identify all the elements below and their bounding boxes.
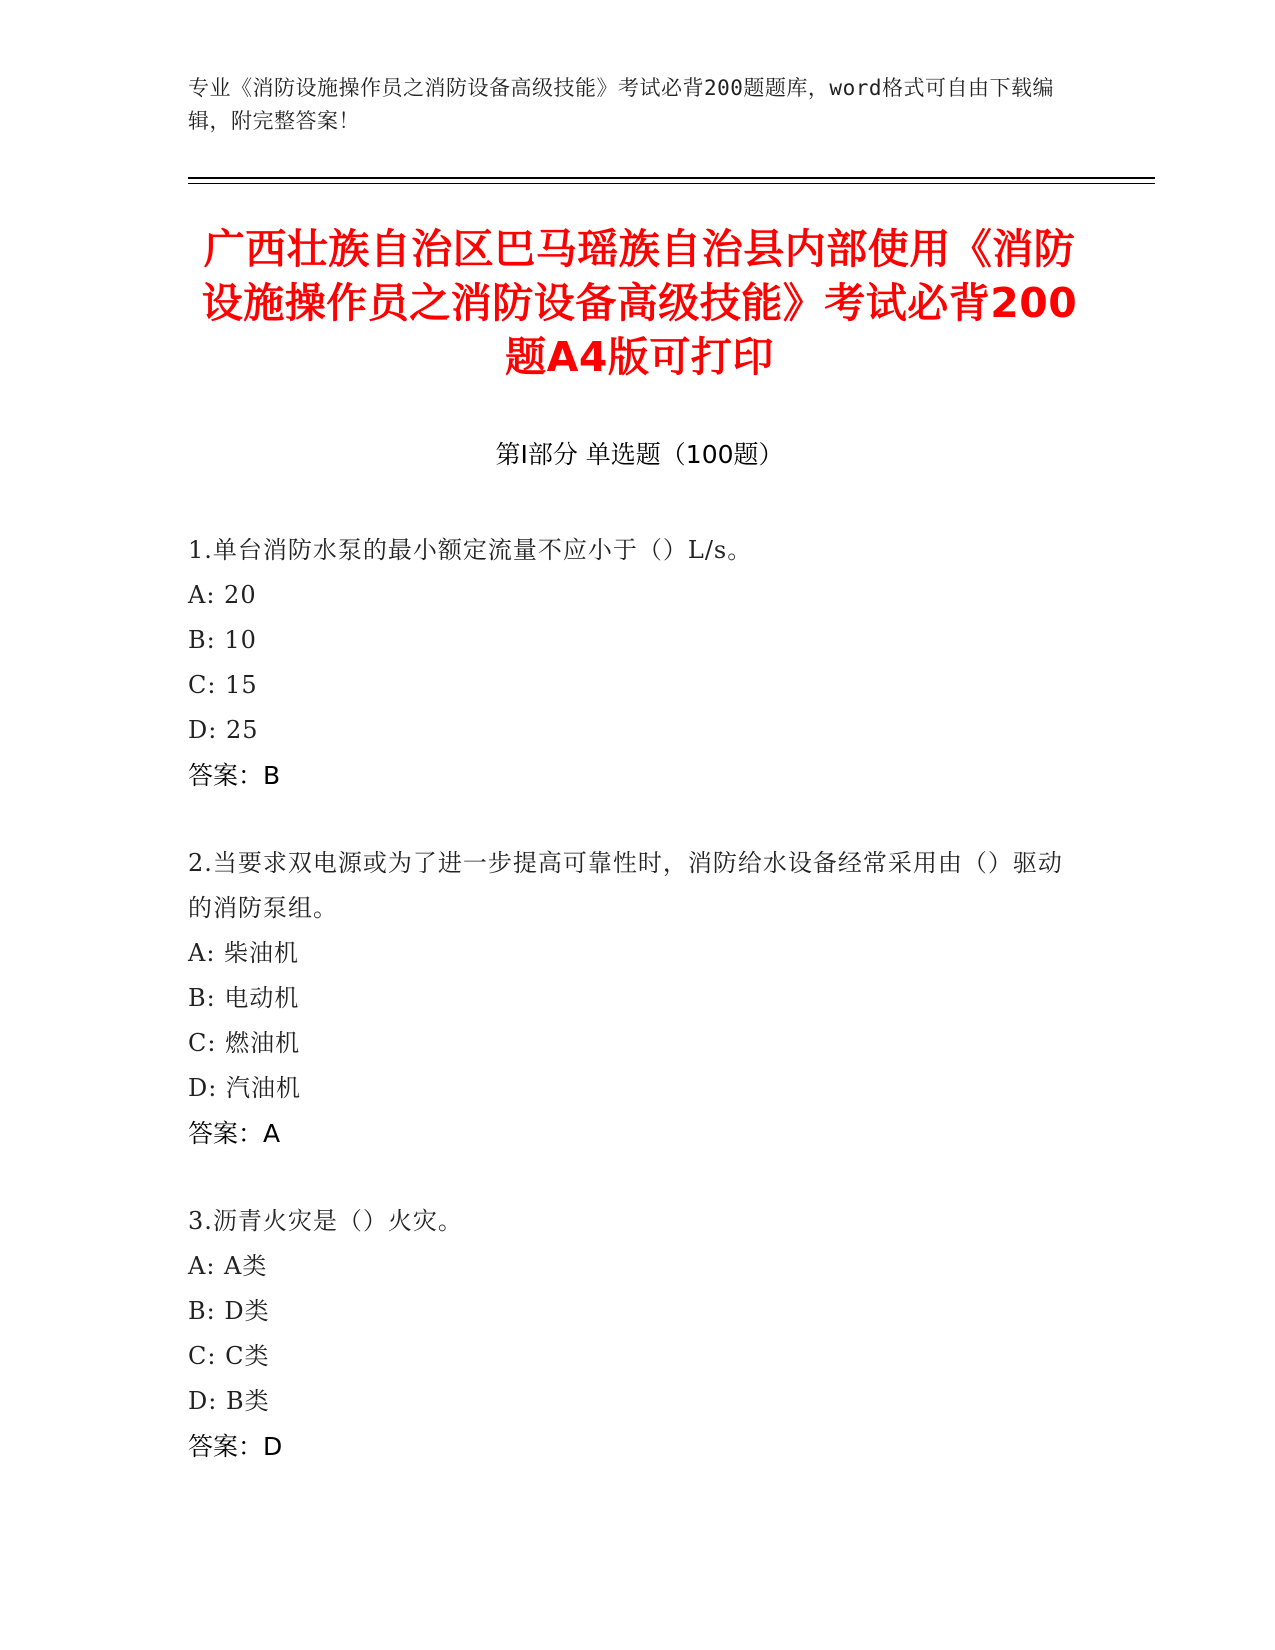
option-a: A: 20 <box>188 581 257 609</box>
option-c: C: 燃油机 <box>188 1029 301 1057</box>
question-2 <box>188 841 1068 1156</box>
question-stem: 3.沥青火灾是（）火灾。 <box>188 1207 463 1235</box>
question-3 <box>188 1199 1068 1469</box>
option-c: C: C类 <box>188 1342 270 1370</box>
option-c: C: 15 <box>188 671 258 699</box>
option-d: D: 25 <box>188 716 259 744</box>
header-divider-thin <box>188 183 1155 184</box>
document-title: 广西壮族自治区巴马瑶族自治县内部使用《消防设施操作员之消防设备高级技能》考试必背200题A4版可打印 <box>201 225 1078 381</box>
answer: 答案：B <box>188 761 281 790</box>
header-note: 专业《消防设施操作员之消防设备高级技能》考试必背200题题库，word格式可自由下载编辑，附完整答案！ <box>188 76 1054 133</box>
header-divider-thick <box>188 177 1155 179</box>
option-a: A: 柴油机 <box>188 939 300 967</box>
question-stem: 1.单台消防水泵的最小额定流量不应小于（）L/s。 <box>188 536 753 564</box>
option-a: A: A类 <box>188 1252 268 1280</box>
option-b: B: 10 <box>188 626 257 654</box>
answer: 答案：A <box>188 1119 281 1148</box>
question-1 <box>188 528 1068 798</box>
question-stem: 2.当要求双电源或为了进一步提高可靠性时，消防给水设备经常采用由（）驱动的消防泵组。 <box>188 849 1063 922</box>
option-b: B: D类 <box>188 1297 270 1325</box>
question-list <box>188 528 1068 1512</box>
answer: 答案：D <box>188 1432 283 1461</box>
option-d: D: B类 <box>188 1387 270 1415</box>
option-b: B: 电动机 <box>188 984 300 1012</box>
option-d: D: 汽油机 <box>188 1074 301 1102</box>
section-title: 第Ⅰ部分 单选题（100题） <box>495 440 784 469</box>
